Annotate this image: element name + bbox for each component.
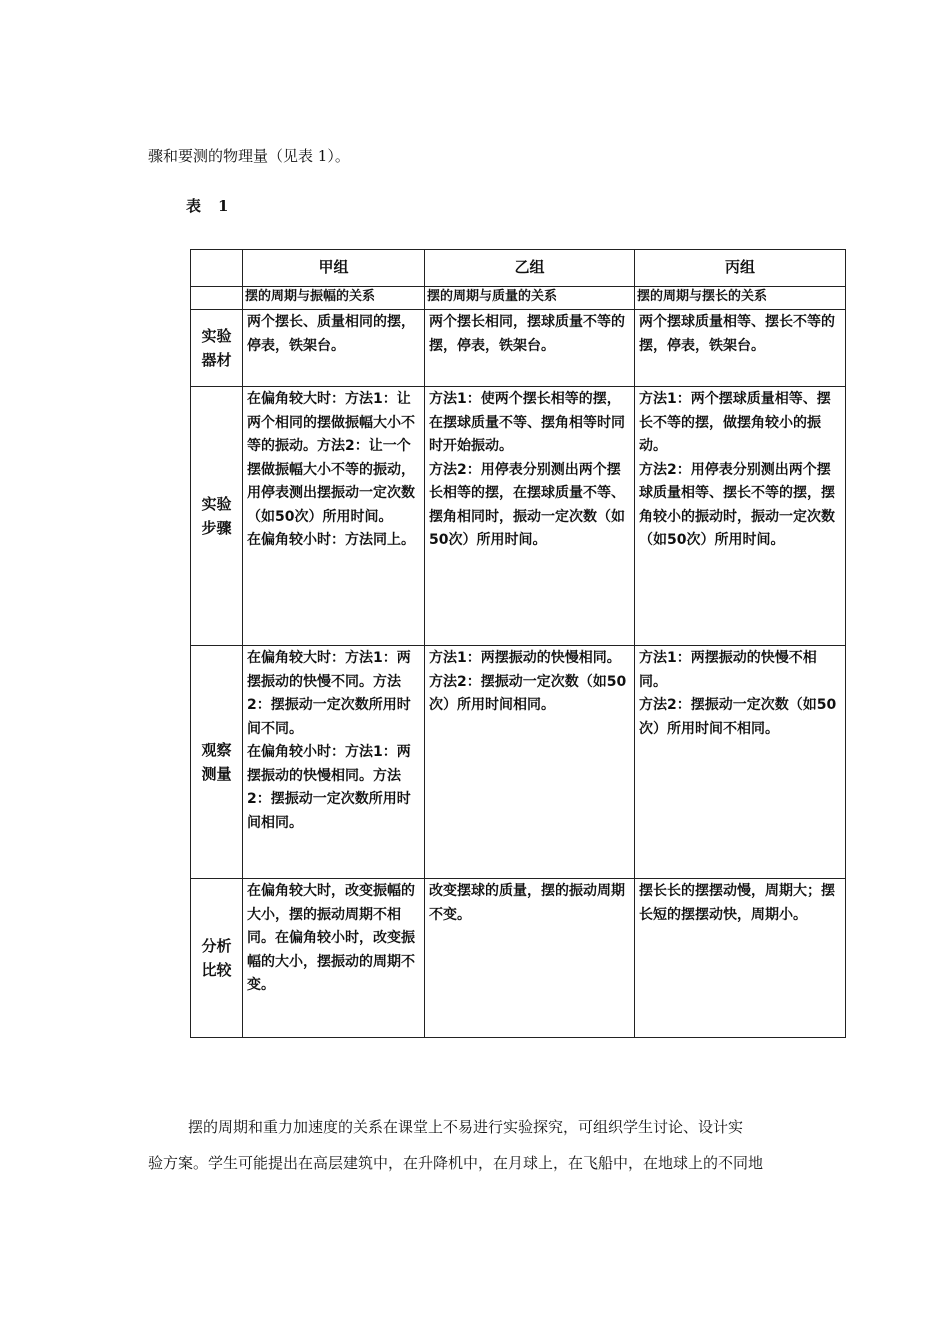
row-label-steps: 实验 步骤 xyxy=(191,387,243,646)
experiment-table-wrapper xyxy=(190,249,837,1061)
table-cell: 方法1：两个摆球质量相等、摆长不等的摆，做摆角较小的振动。 方法2：用停表分别测出两个摆球质量相等、摆长不等的摆，摆角较小的振动时，振动一定次数（如50次）所用时间。 xyxy=(635,387,846,646)
row-label-observation: 观察 测量 xyxy=(191,646,243,879)
corner-cell xyxy=(191,250,243,287)
table-cell: 两个摆长相同，摆球质量不等的摆，停表，铁架台。 xyxy=(425,310,635,387)
table-cell: 改变摆球的质量，摆的振动周期不变。 xyxy=(425,879,635,1038)
row-label-analysis: 分析 比较 xyxy=(191,879,243,1038)
table-row xyxy=(191,310,846,387)
experiment-table xyxy=(190,249,846,1038)
table-cell: 在偏角较大时：方法1：让两个相同的摆做振幅大小不等的振动。方法2：让一个摆做振幅大小不等的振动，用停表测出摆振动一定次数（如50次）所用时间。 在偏角较小时：方法同上。 xyxy=(243,387,425,646)
table-row xyxy=(191,387,846,646)
table-cell: 摆长长的摆摆动慢，周期大；摆长短的摆摆动快，周期小。 xyxy=(635,879,846,1038)
table-cell: 方法1：两摆振动的快慢相同。 方法2：摆振动一定次数（如50次）所用时间相同。 xyxy=(425,646,635,879)
body-paragraph-2: 验方案。学生可能提出在高层建筑中，在升降机中，在月球上，在飞船中，在地球上的不同地 xyxy=(148,1154,764,1172)
table-cell: 两个摆球质量相等、摆长不等的摆，停表，铁架台。 xyxy=(635,310,846,387)
column-header-bing: 丙组 xyxy=(635,250,846,287)
table-cell: 两个摆长、质量相同的摆，停表，铁架台。 xyxy=(243,310,425,387)
intro-text: 骤和要测的物理量（见表 1）。 xyxy=(148,147,350,165)
table-caption: 表 1 xyxy=(186,197,230,215)
table-cell: 方法1：使两个摆长相等的摆，在摆球质量不等、摆角相等时同时开始振动。 方法2：用停表分别测出两个摆长相等的摆，在摆球质量不等、摆角相同时，振动一定次数（如50次）所用时间。 xyxy=(425,387,635,646)
table-row xyxy=(191,646,846,879)
body-paragraph-1: 摆的周期和重力加速度的关系在课堂上不易进行实验探究，可组织学生讨论、设计实 xyxy=(188,1118,744,1136)
table-topic-row xyxy=(191,287,846,310)
table-row xyxy=(191,879,846,1038)
topic-cell-jia: 摆的周期与振幅的关系 xyxy=(243,287,425,310)
row-label-equipment: 实验 器材 xyxy=(191,310,243,387)
table-cell: 方法1：两摆振动的快慢不相同。 方法2：摆振动一定次数（如50次）所用时间不相同。 xyxy=(635,646,846,879)
column-header-jia: 甲组 xyxy=(243,250,425,287)
topic-cell-bing: 摆的周期与摆长的关系 xyxy=(635,287,846,310)
column-header-yi: 乙组 xyxy=(425,250,635,287)
table-cell: 在偏角较大时，改变振幅的大小，摆的振动周期不相同。在偏角较小时，改变振幅的大小，摆振动的周期不变。 xyxy=(243,879,425,1038)
table-header-row xyxy=(191,250,846,287)
topic-corner-cell xyxy=(191,287,243,310)
topic-cell-yi: 摆的周期与质量的关系 xyxy=(425,287,635,310)
table-cell: 在偏角较大时：方法1：两摆振动的快慢不同。方法2：摆振动一定次数所用时间不同。 在偏角较小时：方法1：两摆振动的快慢相同。方法2：摆振动一定次数所用时间相同。 xyxy=(243,646,425,879)
